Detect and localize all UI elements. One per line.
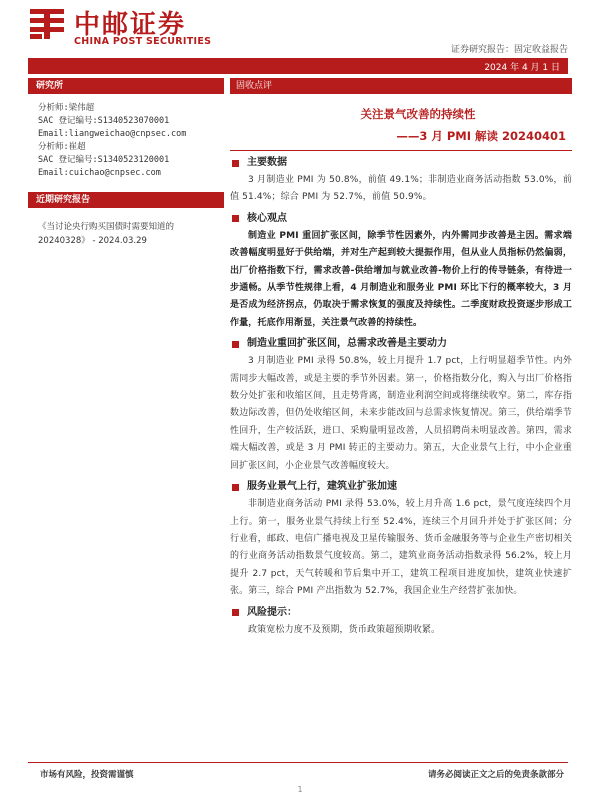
main-content	[230, 78, 572, 639]
square-bullet-icon	[232, 609, 239, 616]
square-bullet-icon	[232, 160, 239, 167]
company-logo	[28, 4, 218, 48]
sidebar	[28, 78, 224, 248]
analyst-email[interactable]: Email:liangweichao@cnpsec.com	[38, 129, 187, 139]
analyst-email[interactable]: Email:cuichao@cnpsec.com	[38, 168, 161, 178]
report-header	[0, 0, 600, 80]
report-title	[230, 106, 572, 144]
square-bullet-icon	[232, 484, 239, 491]
section-core-view	[230, 210, 572, 332]
footer-divider	[28, 762, 568, 763]
section-main-data	[230, 154, 572, 207]
report-date: 2024 年 4 月 1 日	[484, 63, 560, 73]
title-line-1: 关注景气改善的持续性	[360, 107, 476, 121]
section-paragraph: 3 月制造业 PMI 录得 50.8%，较上月提升 1.7 pct，上行明显超季节性。内外需同步大幅改善，或是主要的季节外因素。第一，价格指数分化，购入与出厂价格指数分处扩张和收缩区间，且走势背离，制造业利润空间或将继续收窄。第二，库存指数边际改善，但仍处收缩区间，未来步能改回与总需求恢复情况。第三，供给端季节性回升，生产较活跃，进口、采购量明显改善，人员招聘尚未明显改善。第四，需求端大幅改善，或是 3 月 PMI 转正的主要动力。第五，大企业景气上行，中小企业重回扩张区间，小企业景气改善幅度较大。	[230, 356, 572, 471]
section-risk	[230, 604, 572, 639]
analyst-name: 分析师:崔超	[38, 142, 86, 152]
recent-report-link[interactable]: 《当讨论央行购买国债时需要知道的 20240328》 - 2024.03.29	[38, 222, 175, 246]
section-paragraph: 非制造业商务活动 PMI 录得 53.0%，较上月升高 1.6 pct，景气度连续四个月上行。第一，服务业景气持续上行至 52.4%，连续三个月回升并处于扩张区间；分行业看，邮政、电信广播电视及卫星传输服务、货币金融服务等与企业生产密切相关的行业商务活动指数景气度较高。第二，建筑业商务活动指数录得 56.2%，较上月提升 2.7 pct，天气转暖和节后集中开工，建筑工程项目进度加快，建筑业快速扩张。第三，综合 PMI 产出指数为 52.7%，我国企业生产经营扩张加快。	[230, 499, 572, 597]
china-post-logo-icon	[28, 6, 66, 42]
analyst-name: 分析师:梁伟超	[38, 103, 95, 113]
report-type: 证券研究报告：固定收益报告	[450, 45, 568, 55]
page-number: 1	[297, 785, 303, 794]
section-heading: 制造业重回扩张区间，总需求改善是主要动力	[247, 338, 447, 350]
footer-disclaimer-note: 请务必阅读正文之后的免责条款部分	[427, 770, 564, 780]
title-divider	[230, 150, 572, 151]
logo-chinese-text: 中邮证券	[74, 10, 187, 40]
section-paragraph: 政策宽松力度不及预期，货币政策超预期收紧。	[248, 624, 441, 635]
square-bullet-icon	[232, 341, 239, 348]
square-bullet-icon	[232, 215, 239, 222]
logo-english-text: CHINA POST SECURITIES	[74, 36, 212, 47]
section-heading: 风险提示：	[247, 606, 297, 618]
analyst-sac: SAC 登记编号:S1340523120001	[38, 155, 170, 165]
section-paragraph: 3 月制造业 PMI 为 50.8%，前值 49.1%；非制造业商务活动指数 53.0%，前值 51.4%；综合 PMI 为 52.7%，前值 50.9%。	[230, 175, 572, 203]
section-services	[230, 478, 572, 600]
section-manufacturing	[230, 335, 572, 475]
section-paragraph: 制造业 PMI 重回扩张区间，除季节性因素外，内外需同步改善是主因。需求端改善幅度明显好于供给端，并对生产起到较大提振作用，但从业人员指标仍然偏弱，出厂价格指数下行，需求改善-供给增加与就业改善-物价上行的传导链条，有待进一步通畅。从季节性规律上看，4 月制造业和服务业 PMI 环比下行的概率较大，3 月是否成为经济拐点，仍取决于需求恢复的强度及持续性。二季度财政投资逐步形成工作量，托底作用渐显，关注景气改善的持续性。	[230, 230, 572, 328]
analyst-list	[28, 94, 224, 184]
recent-reports-title: 近期研究报告	[28, 192, 224, 208]
analysts-title: 研究所	[28, 78, 224, 94]
section-heading: 核心观点	[247, 212, 287, 224]
analyst-sac: SAC 登记编号:S1340523070001	[38, 116, 170, 126]
title-line-2: ——3 月 PMI 解读 20240401	[396, 129, 566, 143]
section-heading: 主要数据	[247, 157, 287, 168]
footer-risk-note: 市场有风险，投资需谨慎	[40, 770, 134, 780]
report-category-tag: 固收点评	[230, 78, 572, 94]
section-heading: 服务业景气上行，建筑业扩张加速	[247, 481, 397, 493]
